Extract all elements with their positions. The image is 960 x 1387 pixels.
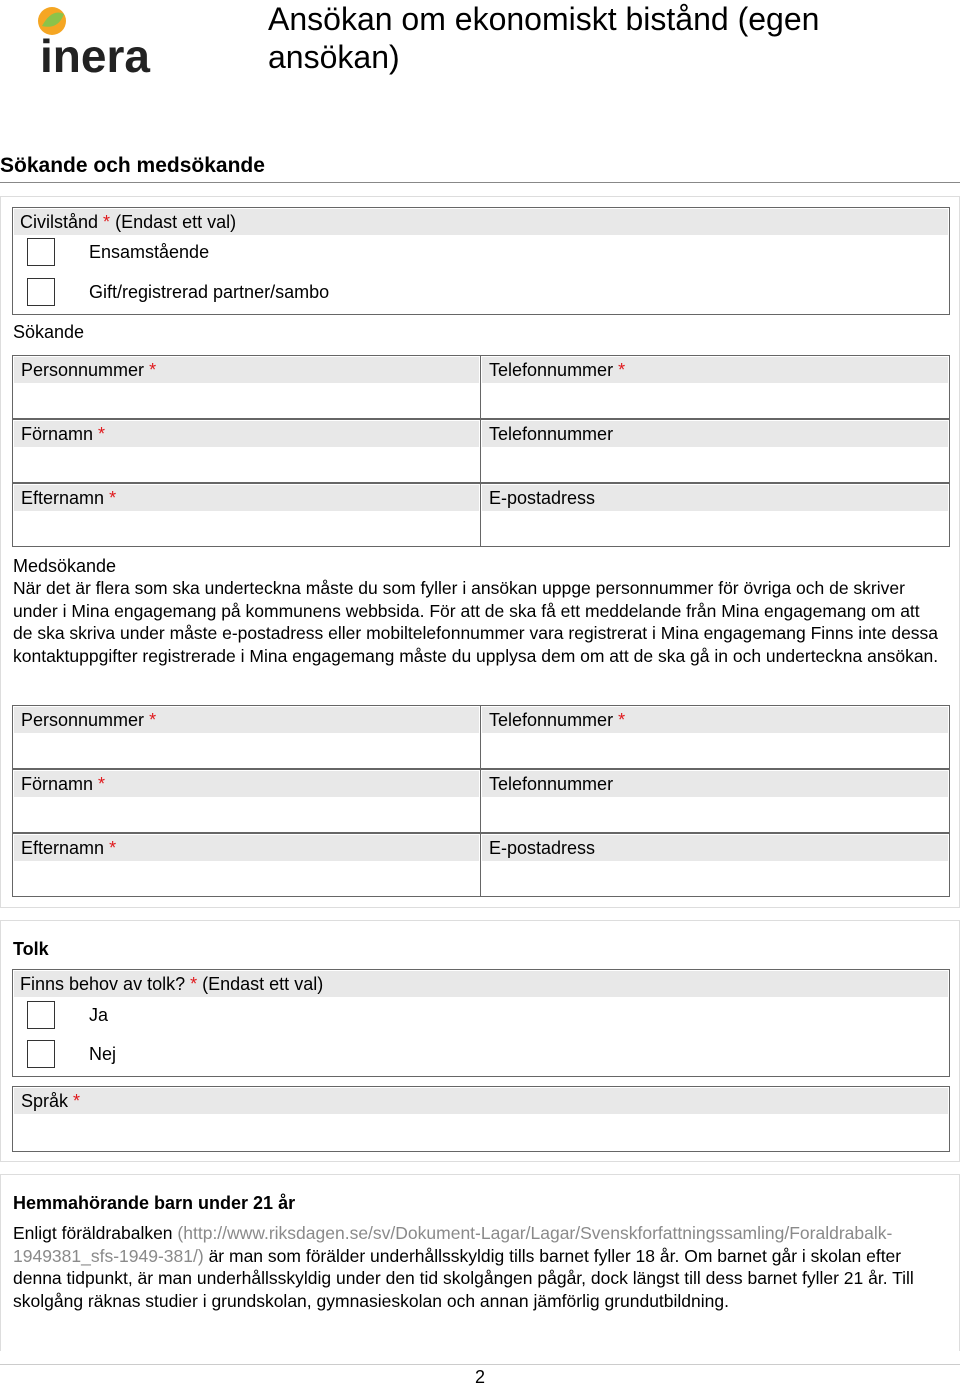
riksdagen-link[interactable]: (http://www.riksdagen.se/sv/Dokument-Lagar/Lagar/Svenskforfattningssamling/Foraldrabalk-1949381_sfs-1949-381/) bbox=[13, 1223, 893, 1266]
option-label: Ja bbox=[89, 1005, 109, 1025]
civilstand-hint: (Endast ett val) bbox=[115, 212, 237, 232]
tolk-section bbox=[0, 920, 960, 1162]
field-label bbox=[482, 357, 948, 383]
applicant-fornamn-field[interactable] bbox=[12, 419, 481, 483]
tolk-option-no[interactable] bbox=[27, 1040, 627, 1070]
coapplicant-epost-field[interactable] bbox=[480, 833, 950, 897]
field-label bbox=[482, 421, 948, 447]
field-label bbox=[482, 771, 948, 797]
required-mark: * bbox=[190, 974, 198, 994]
label-text: Personnummer bbox=[21, 360, 145, 380]
option-label: Gift/registrerad partner/sambo bbox=[89, 282, 330, 302]
checkbox-partner[interactable] bbox=[27, 278, 55, 306]
logo-text: inera bbox=[40, 30, 150, 76]
label-text: E-postadress bbox=[489, 838, 596, 858]
coapplicant-fornamn-field[interactable] bbox=[12, 769, 481, 833]
civilstand-label bbox=[14, 209, 948, 235]
label-text: E-postadress bbox=[489, 488, 596, 508]
applicant-heading: Sökande bbox=[13, 322, 85, 342]
civilstand-group bbox=[12, 207, 950, 315]
option-label: Nej bbox=[89, 1044, 117, 1064]
required-mark: * bbox=[618, 360, 626, 380]
applicant-personnummer-field[interactable] bbox=[12, 355, 481, 419]
field-label bbox=[482, 707, 948, 733]
field-label bbox=[14, 485, 479, 511]
tolk-heading: Tolk bbox=[13, 939, 49, 959]
field-label bbox=[14, 421, 479, 447]
applicant-epost-field[interactable] bbox=[480, 483, 950, 547]
field-label bbox=[482, 485, 948, 511]
applicant-telefon2-field[interactable] bbox=[480, 419, 950, 483]
children-section bbox=[0, 1174, 960, 1351]
inera-logo bbox=[34, 4, 158, 76]
coapplicant-personnummer-field[interactable] bbox=[12, 705, 481, 769]
label-text: Förnamn bbox=[21, 424, 94, 444]
required-mark: * bbox=[149, 360, 157, 380]
option-label: Ensamstående bbox=[89, 242, 210, 262]
civilstand-option-single[interactable] bbox=[27, 238, 627, 268]
label-text: Telefonnummer bbox=[489, 360, 614, 380]
required-mark: * bbox=[98, 774, 106, 794]
footer-rule bbox=[0, 1364, 960, 1365]
required-mark: * bbox=[103, 212, 111, 232]
tolk-question: Finns behov av tolk? bbox=[20, 974, 186, 994]
tolk-option-yes[interactable] bbox=[27, 1001, 627, 1031]
label-text: Telefonnummer bbox=[489, 710, 614, 730]
required-mark: * bbox=[618, 710, 626, 730]
coapplicant-telefon-field[interactable] bbox=[480, 705, 950, 769]
field-label bbox=[14, 771, 479, 797]
required-mark: * bbox=[98, 424, 106, 444]
field-label bbox=[14, 1088, 948, 1114]
children-text-after: är man som förälder underhållsskyldig tills barnet fyller 18 år. Om barnet går i skolan efter denna tidpunkt, är man underhållsskyldig under den tid skolgången pågår, dock längst till dess barnet fyller 21 år. Till skolgång räknas studier i grundskolan, gymnasieskolan och annan jämförlig grundutbildning. bbox=[13, 1245, 914, 1311]
coapplicant-heading: Medsökande bbox=[13, 556, 117, 576]
label-text: Telefonnummer bbox=[489, 424, 614, 444]
tolk-group bbox=[12, 969, 950, 1077]
required-mark: * bbox=[73, 1091, 81, 1111]
page-number: 2 bbox=[474, 1367, 485, 1387]
children-description bbox=[13, 1222, 943, 1312]
tolk-question-label bbox=[14, 971, 948, 997]
label-text: Förnamn bbox=[21, 774, 94, 794]
coapplicant-efternamn-field[interactable] bbox=[12, 833, 481, 897]
tolk-hint: (Endast ett val) bbox=[202, 974, 324, 994]
children-text-before: Enligt föräldrabalken bbox=[13, 1223, 173, 1243]
checkbox-no[interactable] bbox=[27, 1040, 55, 1068]
applicant-efternamn-field[interactable] bbox=[12, 483, 481, 547]
applicant-section bbox=[0, 196, 960, 908]
label-text: Personnummer bbox=[21, 710, 145, 730]
label-text: Telefonnummer bbox=[489, 774, 614, 794]
applicant-telefon-field[interactable] bbox=[480, 355, 950, 419]
coapplicant-telefon2-field[interactable] bbox=[480, 769, 950, 833]
label-text: Efternamn bbox=[21, 838, 105, 858]
section-heading: Sökande och medsökande bbox=[0, 154, 960, 183]
civilstand-label-text: Civilstånd bbox=[20, 212, 99, 232]
document-title: Ansökan om ekonomiskt bistånd (egen ansökan) bbox=[268, 1, 820, 75]
coapplicant-description: När det är flera som ska underteckna måste du som fyller i ansökan uppge personnummer för övriga och de skriver under i Mina engagemang på kommunens webbsida. För att de ska få ett meddelande från Mina engagemang om att de ska skriva under måste e-postadress eller mobiltelefonnummer vara registrerat i Mina engagemang Finns inte dessa kontaktuppgifter registrerade i Mina engagemang måste du upplysa dem om att de ska gå in och underteckna ansökan. bbox=[13, 578, 939, 666]
field-label bbox=[14, 707, 479, 733]
field-label bbox=[482, 835, 948, 861]
children-heading: Hemmahörande barn under 21 år bbox=[13, 1193, 296, 1213]
field-label bbox=[14, 357, 479, 383]
required-mark: * bbox=[109, 838, 117, 858]
required-mark: * bbox=[149, 710, 157, 730]
civilstand-option-partner[interactable] bbox=[27, 278, 627, 308]
label-text: Språk bbox=[21, 1091, 69, 1111]
checkbox-yes[interactable] bbox=[27, 1001, 55, 1029]
tolk-language-field[interactable] bbox=[12, 1086, 950, 1152]
checkbox-single[interactable] bbox=[27, 238, 55, 266]
field-label bbox=[14, 835, 479, 861]
required-mark: * bbox=[109, 488, 117, 508]
label-text: Efternamn bbox=[21, 488, 105, 508]
